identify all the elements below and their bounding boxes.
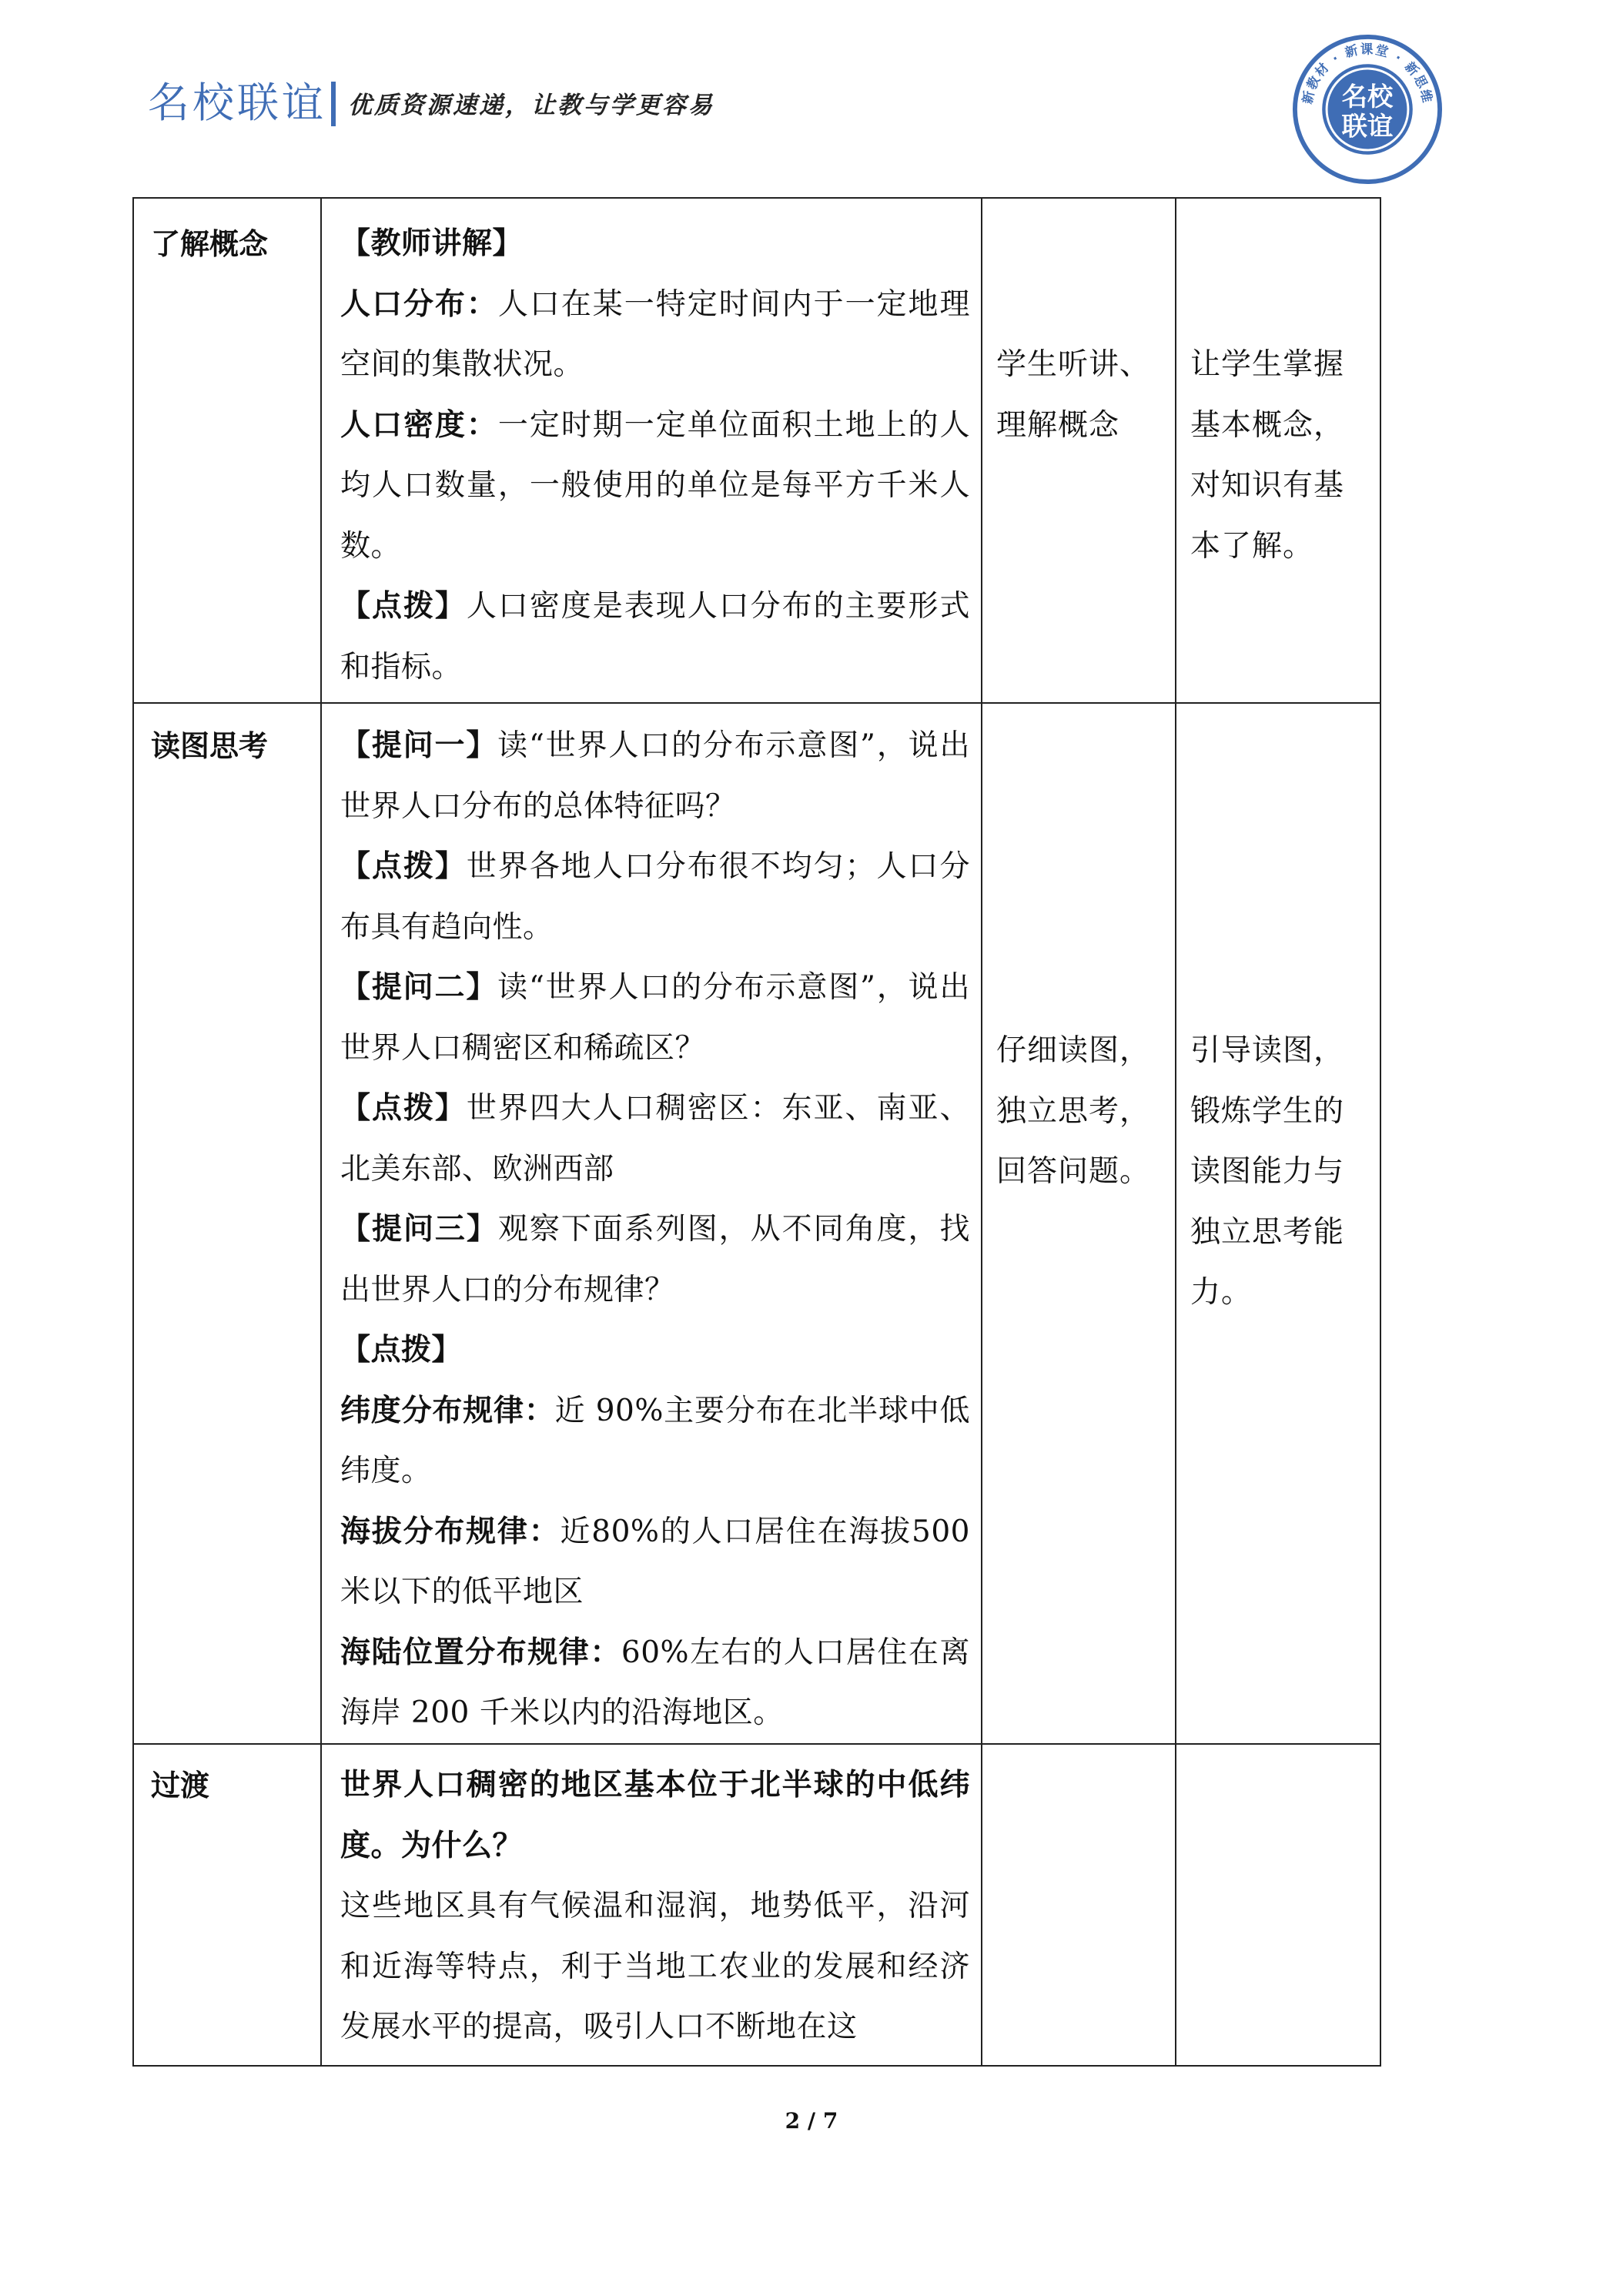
paragraph-text: 世界各地人口分布很不均匀；人口分布具有趋向性。 xyxy=(340,849,970,945)
emphasis-label: 人口密度： xyxy=(340,407,498,443)
row-divider xyxy=(134,702,1380,704)
col-divider xyxy=(981,199,982,2065)
content-paragraph xyxy=(340,1755,970,1876)
emphasis-label: 人口分布： xyxy=(340,286,498,322)
design-purpose-line: 引导读图， xyxy=(1190,1033,1345,1068)
design-purpose xyxy=(1190,1021,1375,1324)
emphasis-label: 【点拨】 xyxy=(340,849,467,884)
content-paragraph xyxy=(340,1876,970,2058)
seal-text-bottom: 联谊 xyxy=(1341,111,1394,142)
student-activity-line: 仔细读图， xyxy=(996,1033,1151,1068)
student-activity xyxy=(996,1021,1173,1203)
paragraph-text: 这些地区具有气候温和湿润，地势低平，沿河和近海等特点，利于当地工农业的发展和经济发展水平的提高，吸引人口不断地在这 xyxy=(340,1889,970,2044)
row-label: 读图思考 xyxy=(151,729,269,763)
content-paragraph xyxy=(340,1502,970,1623)
col-divider xyxy=(1175,199,1176,2065)
design-purpose-line: 对知识有基 xyxy=(1190,468,1345,503)
student-activity-line: 回答问题。 xyxy=(996,1154,1151,1189)
student-activity-line: 独立思考， xyxy=(996,1093,1151,1129)
paragraph-text: 人口密度是表现人口分布的主要形式和指标。 xyxy=(340,589,970,684)
content-paragraph xyxy=(340,214,970,275)
paragraph-text: 近 90%主要分布在北半球中低纬度。 xyxy=(340,1393,970,1488)
paragraph-text: 读“世界人口的分布示意图”，说出世界人口分布的总体特征吗？ xyxy=(340,728,970,824)
content-paragraph xyxy=(340,1079,970,1200)
seal-text-top: 名校 xyxy=(1341,82,1394,112)
row-content xyxy=(340,214,970,698)
design-purpose-line: 本了解。 xyxy=(1190,528,1314,564)
content-paragraph xyxy=(340,1381,970,1502)
content-paragraph xyxy=(340,577,970,698)
paragraph-text: 一定时期一定单位面积土地上的人均人口数量，一般使用的单位是每平方千米人数。 xyxy=(340,407,970,564)
content-paragraph xyxy=(340,1320,970,1381)
page-number: 2 / 7 xyxy=(785,2108,838,2134)
content-paragraph xyxy=(340,958,970,1079)
content-paragraph xyxy=(340,1200,970,1320)
brand-slogan: 优质资源速递，让教与学更容易 xyxy=(348,92,714,119)
brand-divider xyxy=(331,82,336,126)
design-purpose-line: 读图能力与 xyxy=(1190,1154,1345,1189)
row-label: 过渡 xyxy=(151,1769,210,1802)
content-paragraph xyxy=(340,1623,970,1744)
seal-ring-text: 新教材 · 新课堂 · 新思维 xyxy=(1300,42,1435,105)
emphasis-label: 世界人口稠密的地区基本位于北半球的中低纬度。为什么？ xyxy=(340,1768,970,1863)
paragraph-text: 60%左右的人口居住在离海岸 200 千米以内的沿海地区。 xyxy=(340,1635,970,1730)
emphasis-label: 【点拨】 xyxy=(340,1091,467,1126)
row-label: 了解概念 xyxy=(151,227,269,261)
brand-name: 名校联谊 xyxy=(148,79,326,127)
lesson-table xyxy=(132,197,1381,2067)
emphasis-label: 海陆位置分布规律： xyxy=(340,1635,621,1670)
paragraph-text: 读“世界人口的分布示意图”，说出世界人口稠密区和稀疏区？ xyxy=(340,970,970,1066)
paragraph-text: 近80%的人口居住在海拔500米以下的低平地区 xyxy=(340,1514,970,1609)
emphasis-label: 【点拨】 xyxy=(340,589,467,624)
content-paragraph xyxy=(340,837,970,958)
school-seal-logo xyxy=(1292,34,1443,185)
row-content xyxy=(340,1755,970,2058)
content-paragraph xyxy=(340,716,970,837)
design-purpose xyxy=(1190,335,1375,577)
emphasis-label: 纬度分布规律： xyxy=(340,1393,555,1428)
design-purpose-line: 独立思考能 xyxy=(1190,1214,1345,1250)
col-divider xyxy=(320,199,322,2065)
paragraph-text: 观察下面系列图，从不同角度，找出世界人口的分布规律？ xyxy=(340,1212,970,1307)
student-activity xyxy=(996,335,1173,456)
student-activity-line: 学生听讲、 xyxy=(996,347,1151,382)
paragraph-text: 世界四大人口稠密区：东亚、南亚、北美东部、欧洲西部 xyxy=(340,1091,970,1186)
design-purpose-line: 力。 xyxy=(1190,1275,1253,1310)
emphasis-label: 海拔分布规律： xyxy=(340,1514,561,1549)
emphasis-label: 【提问一】 xyxy=(340,728,498,763)
paragraph-text: 人口在某一特定时间内于一定地理空间的集散状况。 xyxy=(340,286,970,382)
design-purpose-line: 锻炼学生的 xyxy=(1190,1093,1345,1129)
emphasis-label: 【教师讲解】 xyxy=(340,226,524,261)
design-purpose-line: 让学生掌握 xyxy=(1190,347,1345,382)
emphasis-label: 【提问二】 xyxy=(340,970,498,1005)
content-paragraph xyxy=(340,275,970,396)
emphasis-label: 【提问三】 xyxy=(340,1212,498,1247)
row-content xyxy=(340,716,970,1744)
design-purpose-line: 基本概念， xyxy=(1190,407,1345,443)
content-paragraph xyxy=(340,396,970,577)
emphasis-label: 【点拨】 xyxy=(340,1333,463,1367)
student-activity-line: 理解概念 xyxy=(996,407,1120,443)
